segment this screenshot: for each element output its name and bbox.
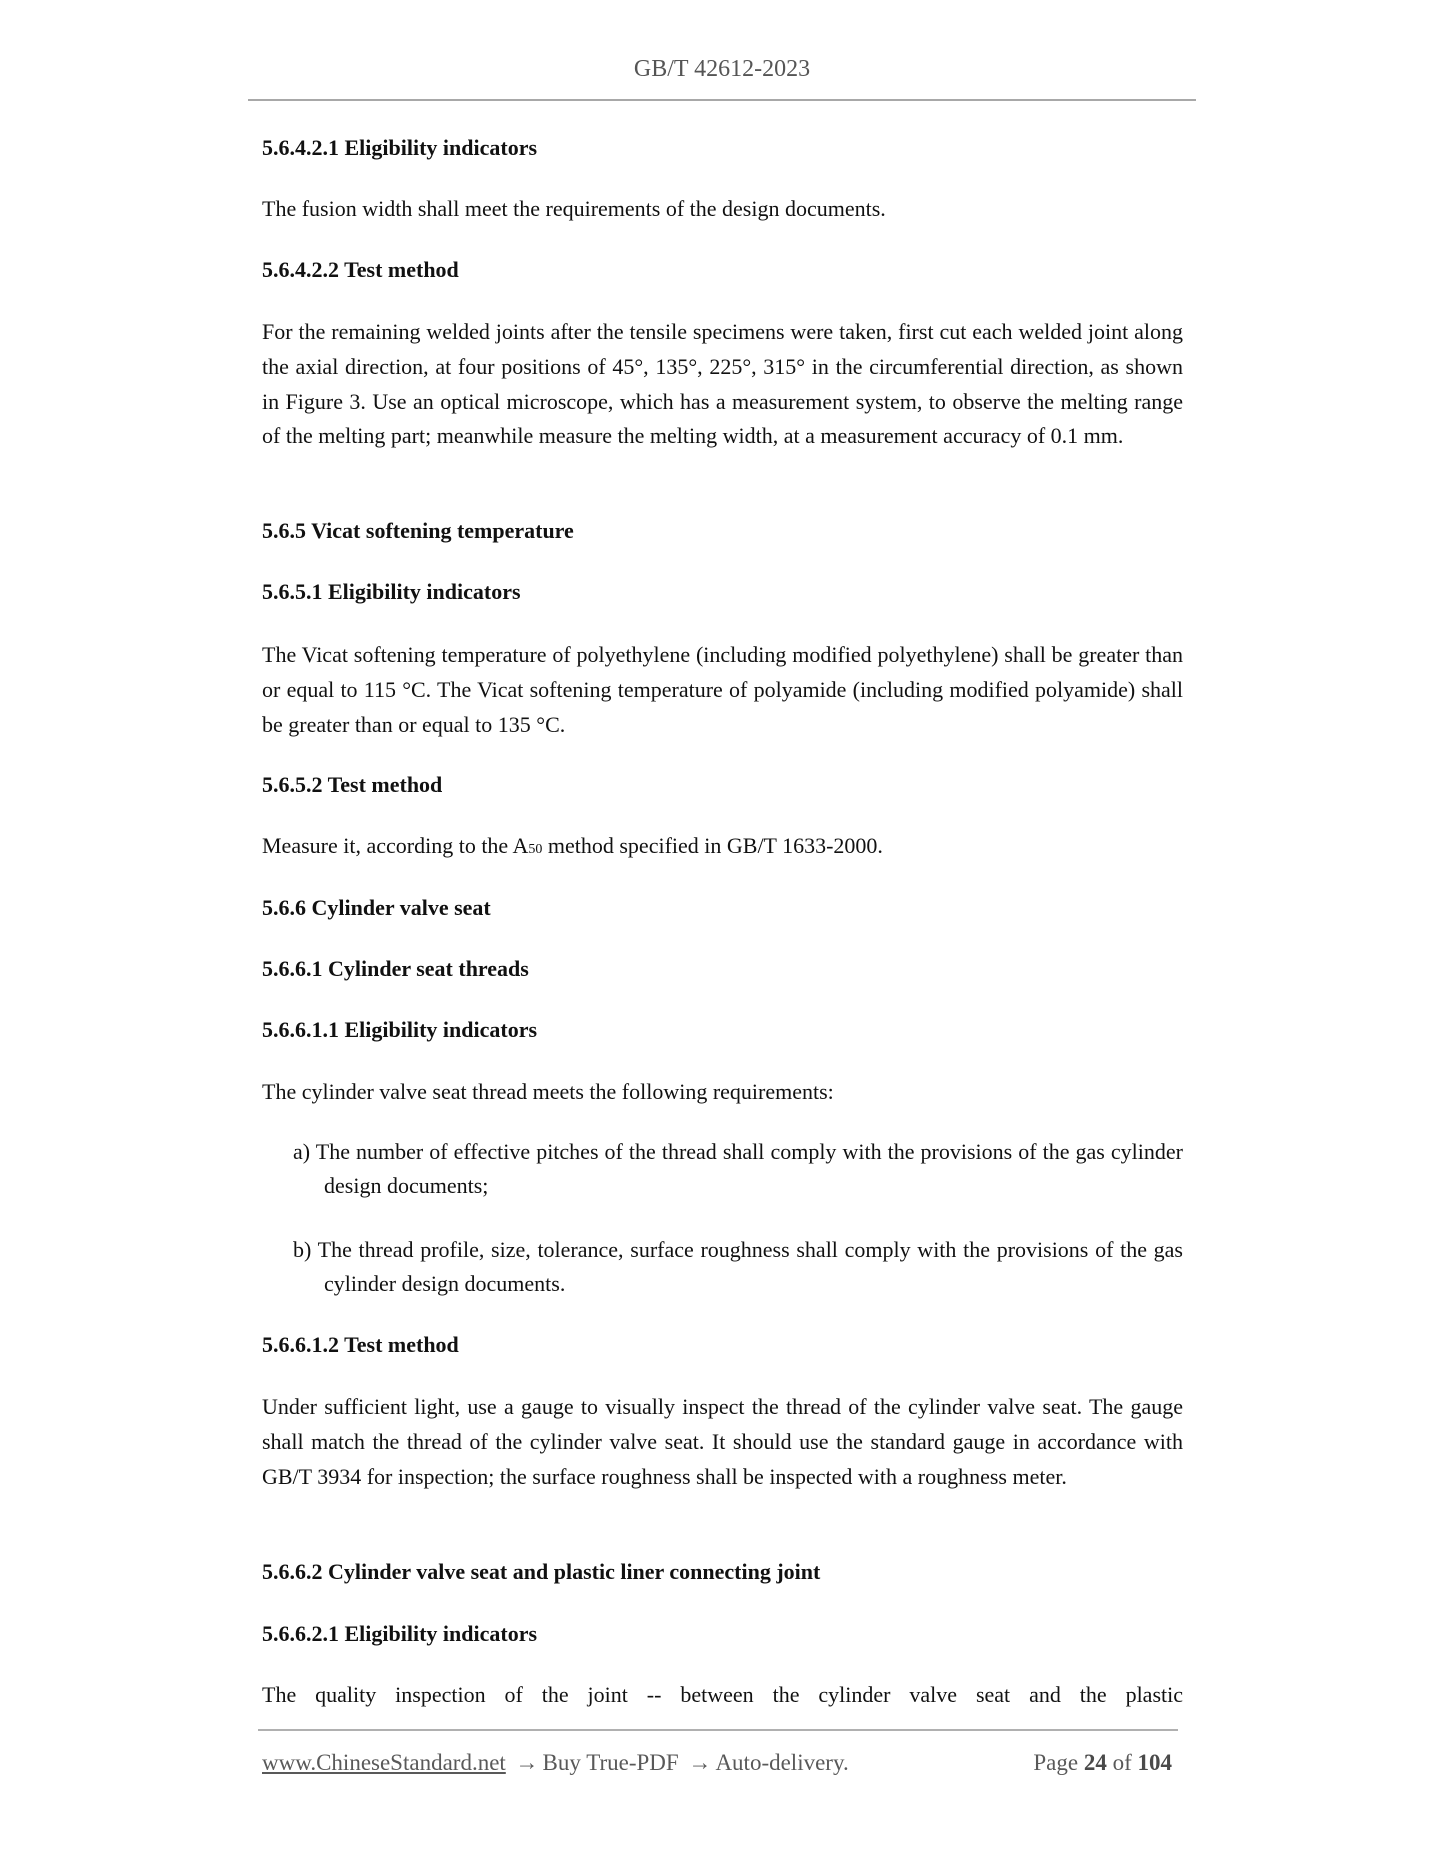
heading-5-6-6-1-2: 5.6.6.1.2 Test method xyxy=(262,1332,459,1357)
list-text-a: The number of effective pitches of the thread shall comply with the provisions of the gas cylinder design documents; xyxy=(315,1139,1183,1198)
paragraph-joint-quality-inspection: The quality inspection of the joint -- between the cylinder valve seat and the plastic xyxy=(262,1682,1183,1707)
document-header-title: GB/T 42612-2023 xyxy=(633,56,811,82)
footer-delivery-text: Auto-delivery. xyxy=(715,1750,849,1775)
footer-buy-text: Buy True-PDF xyxy=(542,1750,679,1775)
heading-5-6-4-2-2: 5.6.4.2.2 Test method xyxy=(262,257,459,282)
arrow-right-icon: → xyxy=(515,1750,539,1775)
page-total: 104 xyxy=(1137,1750,1172,1775)
text-before-subscript: Measure it, according to the A xyxy=(262,833,529,858)
text-after-subscript: method specified in GB/T 1633-2000. xyxy=(542,833,883,858)
paragraph-vicat-test-method xyxy=(262,829,1183,864)
heading-5-6-6: 5.6.6 Cylinder valve seat xyxy=(262,895,491,920)
list-text-b: The thread profile, size, tolerance, surface roughness shall comply with the provisions of the gas cylinder design documents. xyxy=(317,1237,1183,1296)
page-label: Page xyxy=(1033,1750,1079,1775)
list-marker-b: b) xyxy=(293,1237,312,1262)
paragraph-fusion-width: The fusion width shall meet the requirements of the design documents. xyxy=(262,196,886,221)
page-footer xyxy=(262,1748,1178,1778)
list-item-a xyxy=(293,1135,1183,1203)
page-number xyxy=(1033,1748,1178,1778)
footer-promo xyxy=(262,1748,849,1778)
page-of: of xyxy=(1112,1750,1132,1775)
header-divider xyxy=(248,99,1196,101)
subscript-50: 50 xyxy=(528,842,543,857)
list-marker-a: a) xyxy=(293,1139,311,1164)
footer-divider xyxy=(258,1729,1178,1731)
paragraph-welded-joints-test: For the remaining welded joints after the tensile specimens were taken, first cut each welded joint along the axial direction, at four positions of 45°, 135°, 225°, 315° in the circumferential direction, as shown in Figure 3. Use an optical microscope, which has a measurement system, to observe the melting range of the melting part; meanwhile measure the melting width, at a measurement accuracy of 0.1 mm. xyxy=(262,319,1183,449)
heading-5-6-6-1-1: 5.6.6.1.1 Eligibility indicators xyxy=(262,1017,538,1042)
list-item-b xyxy=(293,1233,1183,1301)
heading-5-6-5-1: 5.6.5.1 Eligibility indicators xyxy=(262,579,521,604)
chinesestandard-link[interactable]: www.ChineseStandard.net xyxy=(262,1750,506,1775)
heading-5-6-4-2-1: 5.6.4.2.1 Eligibility indicators xyxy=(262,135,538,160)
heading-5-6-6-2-1: 5.6.6.2.1 Eligibility indicators xyxy=(262,1621,538,1646)
heading-5-6-5: 5.6.5 Vicat softening temperature xyxy=(262,518,574,543)
heading-5-6-6-2: 5.6.6.2 Cylinder valve seat and plastic liner connecting joint xyxy=(262,1559,821,1584)
paragraph-thread-requirements-intro: The cylinder valve seat thread meets the following requirements: xyxy=(262,1079,834,1104)
page-current: 24 xyxy=(1083,1750,1107,1775)
heading-5-6-6-1: 5.6.6.1 Cylinder seat threads xyxy=(262,956,529,981)
heading-5-6-5-2: 5.6.5.2 Test method xyxy=(262,772,443,797)
paragraph-vicat-requirements: The Vicat softening temperature of polyethylene (including modified polyethylene) shall be greater than or equal to 115 °C. The Vicat softening temperature of polyamide (including modified polyamide) shall be greater than or equal to 135 °C. xyxy=(262,642,1183,737)
arrow-right-icon: → xyxy=(688,1750,712,1775)
paragraph-thread-test-method: Under sufficient light, use a gauge to visually inspect the thread of the cylinder valve seat. The gauge shall match the thread of the cylinder valve seat. It should use the standard gauge in accordance with GB/T 3934 for inspection; the surface roughness shall be inspected with a roughness meter. xyxy=(262,1394,1183,1489)
